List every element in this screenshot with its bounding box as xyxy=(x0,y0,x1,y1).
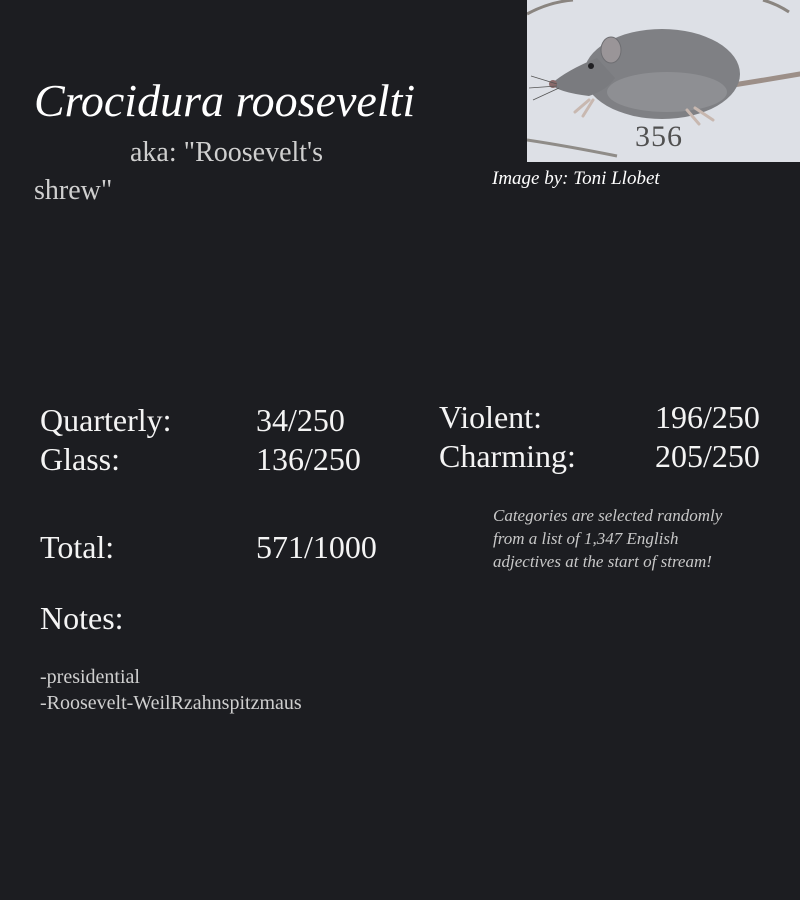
stat-label-glass: Glass: xyxy=(40,441,120,477)
common-name: aka: "Roosevelt's shrew" xyxy=(34,137,323,206)
image-credit: Image by: Toni Llobet xyxy=(492,168,660,189)
note-item: -presidential xyxy=(40,666,140,688)
stat-label-quarterly: Quarterly: xyxy=(40,402,172,438)
note-item: -Roosevelt-WeilRzahnspitzmaus xyxy=(40,692,302,714)
notes-heading: Notes: xyxy=(40,600,124,636)
categories-note: Categories are selected randomly from a list of 1,347 English adjectives at the start of stream! xyxy=(493,506,723,571)
stat-value-quarterly: 34/250 xyxy=(256,402,345,438)
stat-value-violent: 196/250 xyxy=(655,399,760,435)
stat-value-glass: 136/250 xyxy=(256,441,361,477)
shrew-illustration-icon xyxy=(527,0,800,162)
stat-label-total: Total: xyxy=(40,529,115,565)
notes-list xyxy=(40,664,302,716)
stat-value-charming: 205/250 xyxy=(655,438,760,474)
plate-number: 356 xyxy=(635,120,683,153)
stat-value-total: 571/1000 xyxy=(256,529,377,565)
stat-label-violent: Violent: xyxy=(439,399,542,435)
stat-label-charming: Charming: xyxy=(439,438,576,474)
species-title: Crocidura roosevelti xyxy=(34,75,416,126)
